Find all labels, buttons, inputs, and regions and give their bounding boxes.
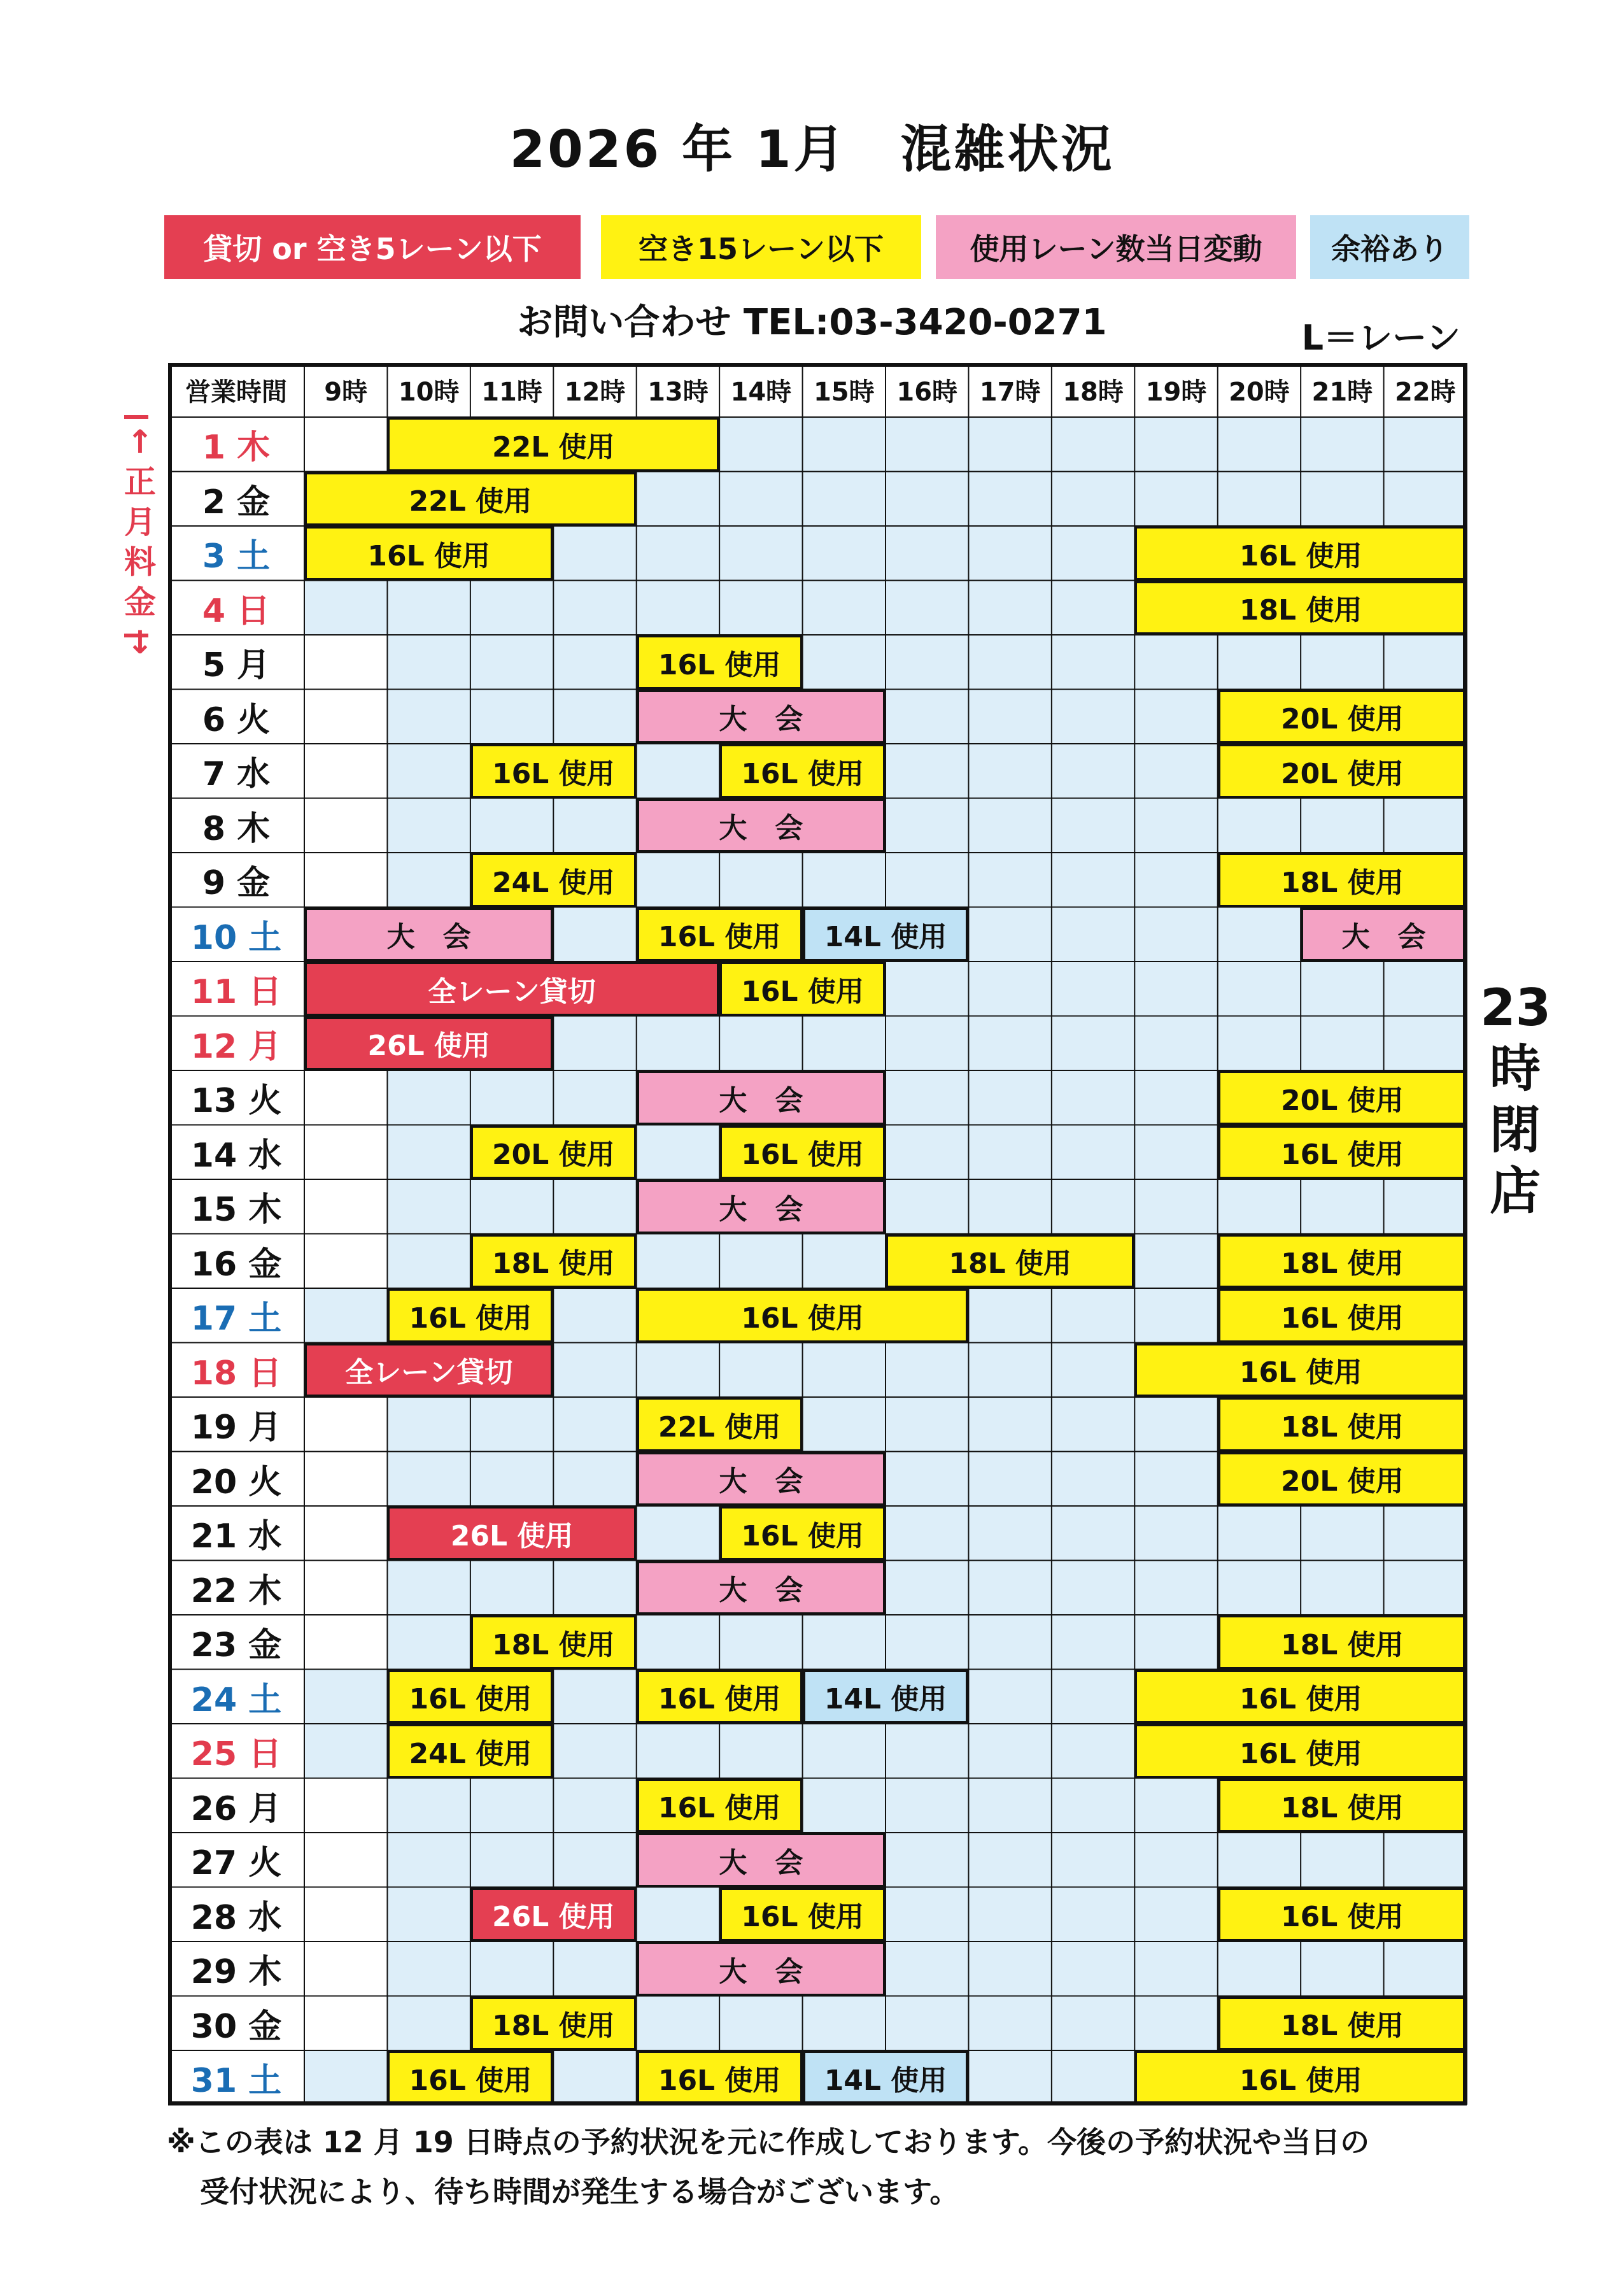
schedule-block-event: 大 会 bbox=[637, 1070, 886, 1125]
schedule-block-busy: 16L 使用 bbox=[719, 962, 886, 1016]
schedule-block-busy: 18L 使用 bbox=[1134, 581, 1467, 635]
day-label: 20 火 bbox=[190, 1463, 282, 1502]
day-label: 1 木 bbox=[202, 429, 271, 467]
schedule-block-busy: 20L 使用 bbox=[470, 1125, 637, 1180]
side-arrow-down: ↓ bbox=[127, 624, 153, 661]
schedule-block-busy: 16L 使用 bbox=[1218, 1887, 1467, 1942]
schedule-block-busy: 16L 使用 bbox=[1134, 526, 1467, 581]
schedule-block-busy: 20L 使用 bbox=[1218, 744, 1467, 799]
schedule-block-busy: 20L 使用 bbox=[1218, 690, 1467, 744]
side-char: 正 bbox=[124, 464, 156, 501]
schedule-block-event: 大 会 bbox=[304, 907, 553, 962]
schedule-block-busy: 16L 使用 bbox=[1134, 1343, 1467, 1398]
day-label: 4 日 bbox=[202, 592, 271, 630]
day-label: 14 水 bbox=[190, 1136, 282, 1175]
schedule-block-busy: 18L 使用 bbox=[1218, 853, 1467, 907]
day-label: 7 水 bbox=[202, 755, 271, 794]
legend-label-full: 貸切 or 空き5レーン以下 bbox=[203, 232, 542, 266]
day-label: 30 金 bbox=[190, 2007, 282, 2046]
schedule-block-busy: 18L 使用 bbox=[470, 1234, 637, 1289]
contact-phone: お問い合わせ TEL:03-3420-0271 bbox=[517, 302, 1107, 343]
header-hour: 21時 bbox=[1311, 378, 1373, 407]
closing-char: 閉 bbox=[1490, 1100, 1541, 1160]
schedule-block-busy: 16L 使用 bbox=[637, 1288, 969, 1343]
schedule-block-busy: 16L 使用 bbox=[304, 526, 553, 581]
header-hour: 12時 bbox=[564, 378, 626, 407]
header-hour: 18時 bbox=[1063, 378, 1124, 407]
schedule-block-busy: 16L 使用 bbox=[1134, 1670, 1467, 1724]
side-char: 金 bbox=[124, 584, 156, 621]
schedule-block-busy: 16L 使用 bbox=[719, 1887, 886, 1942]
schedule-block-event: 大 会 bbox=[637, 1179, 886, 1234]
day-label: 9 金 bbox=[202, 864, 271, 903]
day-label: 5 月 bbox=[202, 646, 271, 685]
schedule-block-event: 大 会 bbox=[637, 1942, 886, 1996]
header-hour: 17時 bbox=[979, 378, 1041, 407]
header-hour: 22時 bbox=[1394, 378, 1456, 407]
schedule-block-busy: 16L 使用 bbox=[387, 1288, 553, 1343]
schedule-block-busy: 24L 使用 bbox=[470, 853, 637, 907]
day-label: 16 金 bbox=[190, 1245, 282, 1284]
footnote bbox=[167, 2117, 1504, 2217]
schedule-block-event: 大 会 bbox=[637, 1833, 886, 1887]
legend-label-event: 使用レーン数当日変動 bbox=[970, 232, 1262, 266]
day-label: 11 日 bbox=[190, 973, 282, 1012]
schedule-block-busy: 18L 使用 bbox=[1218, 1615, 1467, 1670]
day-label: 31 土 bbox=[190, 2062, 282, 2101]
side-char: 月 bbox=[124, 504, 156, 541]
schedule-block-event: 大 会 bbox=[637, 1561, 886, 1615]
day-label: 29 木 bbox=[190, 1953, 282, 1992]
day-label: 15 木 bbox=[190, 1191, 282, 1230]
header-hour: 15時 bbox=[813, 378, 875, 407]
header-hour: 19時 bbox=[1145, 378, 1207, 407]
header-hour: 14時 bbox=[730, 378, 792, 407]
schedule-block-busy: 22L 使用 bbox=[387, 417, 719, 472]
day-label: 23 金 bbox=[190, 1626, 282, 1665]
side-char: 料 bbox=[124, 544, 156, 581]
day-label: 25 日 bbox=[190, 1735, 282, 1774]
schedule-block-busy: 20L 使用 bbox=[1218, 1452, 1467, 1507]
schedule-block-busy: 22L 使用 bbox=[304, 472, 637, 527]
schedule-block-busy: 16L 使用 bbox=[637, 907, 803, 962]
schedule-block-busy: 18L 使用 bbox=[1218, 1778, 1467, 1833]
day-label: 18 日 bbox=[190, 1354, 282, 1393]
header-hour: 16時 bbox=[896, 378, 958, 407]
schedule-block-busy: 18L 使用 bbox=[470, 1615, 637, 1670]
schedule-block-busy: 16L 使用 bbox=[470, 744, 637, 799]
schedule-block-busy: 16L 使用 bbox=[1218, 1125, 1467, 1180]
header-business-hours: 営業時間 bbox=[185, 378, 287, 407]
day-label: 26 月 bbox=[190, 1789, 282, 1828]
day-label: 12 月 bbox=[190, 1027, 282, 1066]
schedule-block-busy: 16L 使用 bbox=[719, 1506, 886, 1561]
schedule-block-busy: 16L 使用 bbox=[637, 635, 803, 690]
schedule-block-busy: 16L 使用 bbox=[637, 2050, 803, 2105]
schedule-block-event: 大 会 bbox=[637, 1452, 886, 1507]
schedule-block-busy: 16L 使用 bbox=[1134, 2050, 1467, 2105]
header-hour: 9時 bbox=[324, 378, 368, 407]
day-label: 21 水 bbox=[190, 1517, 282, 1556]
header-hour: 20時 bbox=[1229, 378, 1290, 407]
schedule-block-busy: 18L 使用 bbox=[1218, 1397, 1467, 1452]
schedule-block-busy: 16L 使用 bbox=[719, 744, 886, 799]
footnote-line-2: 受付状況により、待ち時間が発生する場合がございます。 bbox=[200, 2175, 959, 2209]
schedule-block-full: 26L 使用 bbox=[304, 1016, 553, 1071]
schedule-block-busy: 18L 使用 bbox=[470, 1996, 637, 2051]
schedule-block-busy: 16L 使用 bbox=[387, 1670, 553, 1724]
schedule-block-busy: 16L 使用 bbox=[387, 2050, 553, 2105]
schedule-block-event: 大 会 bbox=[637, 799, 886, 853]
page-title: 2026 年 1月 混雑状況 bbox=[509, 120, 1115, 179]
schedule-block-busy: 18L 使用 bbox=[1218, 1996, 1467, 2051]
footnote-line-1: ※この表は 12 月 19 日時点の予約状況を元に作成しております。今後の予約状況や当日の bbox=[167, 2125, 1370, 2159]
header-hour: 10時 bbox=[398, 378, 460, 407]
header-hour: 11時 bbox=[481, 378, 542, 407]
schedule-block-full: 26L 使用 bbox=[470, 1887, 637, 1942]
schedule-block-busy: 20L 使用 bbox=[1218, 1070, 1467, 1125]
side-arrow-up: ↑ bbox=[127, 423, 153, 460]
schedule-block-busy: 24L 使用 bbox=[387, 1724, 553, 1778]
header-hour: 13時 bbox=[647, 378, 709, 407]
schedule-block-light: 14L 使用 bbox=[803, 2050, 969, 2105]
schedule-block-busy: 16L 使用 bbox=[637, 1670, 803, 1724]
schedule-block-full: 全レーン貸切 bbox=[304, 962, 719, 1016]
day-label: 3 土 bbox=[202, 537, 271, 576]
closing-hour: 23 bbox=[1480, 978, 1551, 1037]
day-label: 28 水 bbox=[190, 1898, 282, 1937]
schedule-block-event: 大 会 bbox=[637, 690, 886, 744]
schedule-block-busy: 16L 使用 bbox=[1134, 1724, 1467, 1778]
legend-label-busy: 空き15レーン以下 bbox=[638, 232, 884, 266]
schedule-block-busy: 16L 使用 bbox=[637, 1778, 803, 1833]
day-label: 13 火 bbox=[190, 1082, 282, 1121]
lane-note: L＝レーン bbox=[1301, 318, 1460, 358]
day-label: 2 金 bbox=[202, 483, 271, 522]
closing-char: 時 bbox=[1490, 1039, 1541, 1098]
day-label: 27 火 bbox=[190, 1844, 282, 1883]
day-label: 17 土 bbox=[190, 1300, 282, 1338]
day-label: 8 木 bbox=[202, 809, 271, 848]
schedule-block-light: 14L 使用 bbox=[803, 1670, 969, 1724]
schedule-block-event: 大 会 bbox=[1301, 907, 1467, 962]
schedule-block-busy: 22L 使用 bbox=[637, 1397, 803, 1452]
day-label: 6 火 bbox=[202, 700, 271, 739]
schedule-block-busy: 18L 使用 bbox=[886, 1234, 1134, 1289]
schedule-block-light: 14L 使用 bbox=[803, 907, 969, 962]
schedule-block-busy: 16L 使用 bbox=[1218, 1288, 1467, 1343]
day-label: 19 月 bbox=[190, 1409, 282, 1447]
schedule-block-full: 26L 使用 bbox=[387, 1506, 636, 1561]
closing-char: 店 bbox=[1490, 1161, 1541, 1221]
day-label: 10 土 bbox=[190, 918, 282, 957]
day-label: 24 土 bbox=[190, 1680, 282, 1719]
legend-label-free: 余裕あり bbox=[1331, 232, 1448, 266]
schedule-block-busy: 18L 使用 bbox=[1218, 1234, 1467, 1289]
day-label: 22 木 bbox=[190, 1572, 282, 1610]
schedule-block-full: 全レーン貸切 bbox=[304, 1343, 553, 1398]
schedule-block-busy: 16L 使用 bbox=[719, 1125, 886, 1180]
